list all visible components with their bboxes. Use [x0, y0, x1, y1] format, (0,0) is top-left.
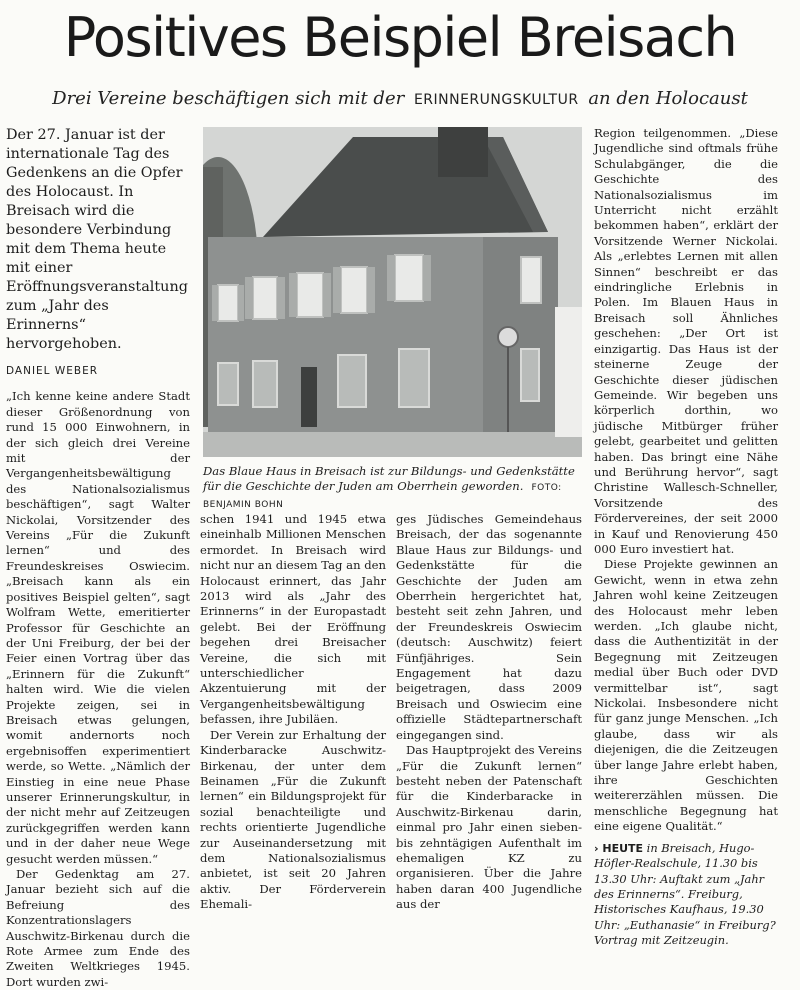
author-byline: DANIEL WEBER	[6, 365, 99, 377]
paragraph: ges Jüdisches Gemeindehaus Breisach, der das sogenannte Blaue Haus zur Bildungs- und Gedenkstätte für die Geschichte der Juden am Oberrhein hergerichtet hat, besteht seit zehn Jahren, und der Freundeskreis Oswiecim (deutsch: Auschwitz) feiert Fünfjähriges. Sein Engagement hat dazu beigetragen, dass 2009 Breisach und Oswiecim eine offizielle Städtepartnerschaft eingegangen sind.	[396, 512, 582, 742]
article-column-2	[200, 512, 386, 913]
caption-text: Das Blaue Haus in Breisach ist zur Bildungs- und Gedenkstätte für die Geschichte der Juden am Oberrhein geworden.	[203, 464, 575, 493]
photo-caption	[203, 464, 583, 513]
article-column-4	[594, 126, 778, 949]
article-column-1	[6, 126, 190, 990]
paragraph: Der Verein zur Erhaltung der Kinderbaracke Auschwitz-Birkenau, der unter dem Beinamen „Für die Zukunft lernen“ ein Bildungsprojekt für sozial benachteiligte und rechts orientierte Jugendliche zur Auseinandersetzung mit dem Nationalsozialismus anbietet, ist seit 20 Jahren aktiv. Der Förderverein Ehemali-	[200, 727, 386, 912]
paragraph: Das Hauptprojekt des Vereins „Für die Zukunft lernen“ besteht neben der Patenschaft für die Kinderbaracke in Auschwitz-Birkenau darin, einmal pro Jahr einen sieben- bis zehntägigen Aufenthalt im ehemaligen KZ zu organisieren. Über die Jahre haben daran 400 Jugendliche aus der	[396, 743, 582, 912]
subheadline-after: an den Holocaust	[588, 88, 748, 109]
subheadline	[0, 88, 800, 109]
article-photo	[203, 127, 582, 457]
paragraph: Diese Projekte gewinnen an Gewicht, wenn in etwa zehn Jahren wohl keine Zeitzeugen des Holocaust mehr leben werden. „Ich glaube nicht, dass die Authentizität in der Begegnung mit Zeitzeugen medial über Buch oder DVD vermittelbar ist“, sagt Nickolai. Insbesondere nicht für ganz junge Menschen. „Ich glaube, dass wir als diejenigen, die die Zeitzeugen über lange Jahre erlebt haben, ihre Geschichten weitererzählen müssen. Die menschliche Begegnung hat eine eigene Qualität.“	[594, 557, 778, 834]
info-text: in Breisach, Hugo-Höfler-Realschule, 11.30 bis 13.30 Uhr: Auftakt zum „Jahr des Erinnerns“. Freiburg, Historisches Kaufhaus, 19.30 Uhr: „Euthanasie“ in Freiburg? Vortrag mit Zeitzeugin.	[594, 840, 776, 948]
subheadline-before: Drei Vereine beschäftigen sich mit der	[52, 88, 405, 109]
paragraph: Region teilgenommen. „Diese Jugendliche sind oftmals frühe Schulabgänger, die die Geschichte des Nationalsozialismus im Unterricht nicht erzählt bekommen haben“, erklärt der Vorsitzende Werner Nickolai. Als „erlebtes Lernen mit allen Sinnen“ beschreibt er das eindringliche Erlebnis in Polen. Im Blauen Haus in Breisach soll Ähnliches geschehen: „Der Ort ist einzigartig. Das Haus ist der steinerne Zeuge der Geschichte dieser jüdischen Gemeinde. Wir begeben uns körperlich dorthin, wo jüdische Mitbürger früher gelebt, gearbeitet und gelitten haben. Das bringt eine Nähe und Berührung hervor“, sagt Christine Wallesch-Schneller, Vorsitzende des Fördervereines, der seit 2000 in Kauf und Renovierung 450 000 Euro investiert hat.	[594, 126, 778, 556]
paragraph: schen 1941 und 1945 etwa eineinhalb Millionen Menschen ermordet. In Breisach wird nicht nur an diesem Tag an den Holocaust erinnert, das Jahr 2013 wird als „Jahr des Erinnerns“ in der Europastadt gelebt. Bei der Eröffnung begehen drei Breisacher Vereine, die sich mit unterschiedlicher Akzentuierung mit der Vergangenheitsbewältigung befassen, ihre Jubiläen.	[200, 512, 386, 727]
photo-credit: FOTO: BENJAMIN BOHN	[203, 483, 562, 510]
headline: Positives Beispiel Breisach	[63, 6, 737, 69]
article-column-3	[396, 512, 582, 913]
paragraph: „Ich kenne keine andere Stadt dieser Größenordnung von rund 15 000 Einwohnern, in der sich gleich drei Vereine mit der Vergangenheitsbewältigung des Nationalsozialismus beschäftigen“, sagt Walter Nickolai, Vorsitzender des Vereins „Für die Zukunft lernen“ und des Freundeskreises Oswiecim. „Breisach kann als ein positives Beispiel gelten“, sagt Wolfram Wette, emeritierter Professor für Geschichte an der Uni Freiburg, der bei der Feier einen Vortrag über das „Erinnern für die Zukunft“ halten wird. Wie die vielen Projekte zeigen, sei in Breisach etwas gelungen, womit andernorts noch ergebnisoffen experimentiert werde, so Wette. „Nämlich der Einstieg in eine neue Phase unserer Erinnerungskultur, in der nicht mehr auf Zeitzeugen zurückgegriffen werden kann und in der daher neue Wege gesucht werden müssen.“	[6, 389, 190, 866]
paragraph: Der Gedenktag am 27. Januar bezieht sich auf die Befreiung des Konzentrationslagers Auschwitz-Birkenau durch die Rote Armee zum Ende des Zweiten Weltkrieges 1945. Dort wurden zwi-	[6, 867, 190, 989]
blue-house-illustration	[203, 127, 582, 457]
info-heading: › HEUTE	[594, 841, 644, 855]
event-info-box	[594, 841, 778, 949]
subheadline-caps: ERINNERUNGSKULTUR	[413, 92, 579, 108]
article-intro: Der 27. Januar ist der internationale Tag des Gedenkens an die Opfer des Holocaust. In Breisach wird die besondere Verbindung mit dem Thema heute mit einer Eröffnungsveranstaltung zum „Jahr des Erinnerns“ hervorgehoben.	[6, 127, 188, 352]
